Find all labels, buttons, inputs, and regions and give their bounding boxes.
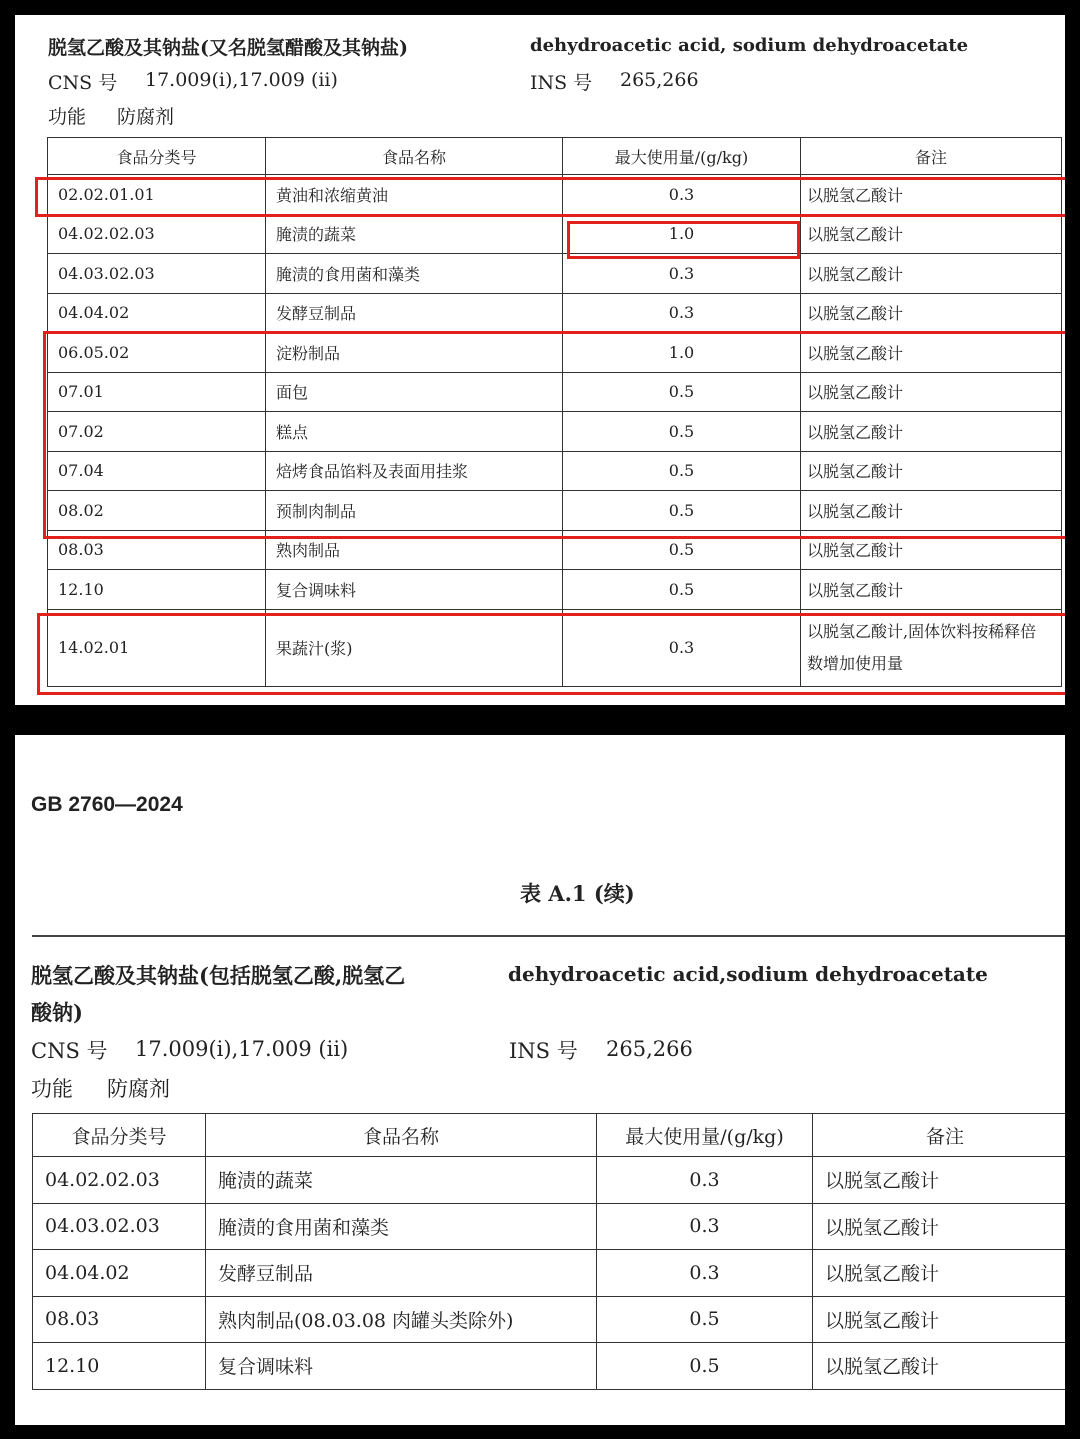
header-category-code: 食品分类号 bbox=[33, 1114, 206, 1157]
category-code: 06.05.02 bbox=[48, 333, 266, 373]
category-code: 07.04 bbox=[48, 451, 266, 491]
remarks: 以脱氢乙酸计 bbox=[801, 451, 1062, 491]
max-usage: 0.3 bbox=[597, 1203, 813, 1250]
remarks: 以脱氢乙酸计 bbox=[801, 214, 1062, 254]
table-row bbox=[33, 1250, 1066, 1297]
max-usage: 1.0 bbox=[563, 333, 801, 373]
food-name: 面包 bbox=[266, 372, 563, 412]
max-usage: 0.3 bbox=[563, 293, 801, 333]
header-food-name: 食品名称 bbox=[266, 138, 563, 175]
table-header-row bbox=[48, 138, 1062, 175]
remarks: 以脱氢乙酸计 bbox=[813, 1250, 1066, 1297]
category-code: 04.03.02.03 bbox=[48, 254, 266, 294]
max-usage: 0.5 bbox=[563, 412, 801, 452]
header-remarks: 备注 bbox=[801, 138, 1062, 175]
max-usage: 1.0 bbox=[563, 214, 801, 254]
table-row bbox=[33, 1296, 1066, 1343]
max-usage: 0.5 bbox=[563, 372, 801, 412]
category-code: 02.02.01.01 bbox=[48, 175, 266, 215]
remarks: 以脱氢乙酸计 bbox=[813, 1296, 1066, 1343]
table-row bbox=[33, 1343, 1066, 1390]
food-name: 淀粉制品 bbox=[266, 333, 563, 373]
remarks: 以脱氢乙酸计 bbox=[801, 570, 1062, 610]
food-name: 复合调味料 bbox=[266, 570, 563, 610]
category-code: 04.04.02 bbox=[48, 293, 266, 333]
food-name: 腌渍的食用菌和藻类 bbox=[206, 1203, 597, 1250]
table-row bbox=[48, 214, 1062, 254]
food-name: 复合调味料 bbox=[206, 1343, 597, 1390]
function-value: 防腐剂 bbox=[117, 106, 175, 128]
ins-label: INS 号 bbox=[530, 72, 593, 94]
remarks: 以脱氢乙酸计 bbox=[801, 175, 1062, 215]
header-max-usage: 最大使用量/(g/kg) bbox=[563, 138, 801, 175]
old-standard-excerpt bbox=[15, 15, 1065, 705]
max-usage: 0.5 bbox=[597, 1343, 813, 1390]
remarks: 以脱氢乙酸计 bbox=[801, 491, 1062, 531]
category-code: 08.03 bbox=[33, 1296, 206, 1343]
max-usage: 0.3 bbox=[563, 609, 801, 686]
ins-label: INS 号 bbox=[509, 1039, 578, 1063]
food-name: 预制肉制品 bbox=[266, 491, 563, 531]
category-code: 04.02.02.03 bbox=[33, 1157, 206, 1204]
category-code: 14.02.01 bbox=[48, 609, 266, 686]
food-name: 熟肉制品 bbox=[266, 530, 563, 570]
table-header-row bbox=[33, 1114, 1066, 1157]
additive-title-en: dehydroacetic acid, sodium dehydroacetate bbox=[530, 35, 969, 56]
remarks: 以脱氢乙酸计 bbox=[813, 1343, 1066, 1390]
additive-title-cn-line1: 脱氢乙酸及其钠盐(包括脱氢乙酸,脱氢乙 bbox=[31, 963, 406, 988]
food-name: 腌渍的食用菌和藻类 bbox=[266, 254, 563, 294]
max-usage: 0.3 bbox=[563, 175, 801, 215]
max-usage: 0.5 bbox=[597, 1296, 813, 1343]
table-row bbox=[48, 293, 1062, 333]
category-code: 12.10 bbox=[48, 570, 266, 610]
header-max-usage: 最大使用量/(g/kg) bbox=[597, 1114, 813, 1157]
highlight-box-pickled-veg-value bbox=[567, 221, 800, 259]
additive-title-en: dehydroacetic acid,sodium dehydroacetate bbox=[508, 962, 988, 986]
max-usage: 0.3 bbox=[597, 1250, 813, 1297]
header-category-code: 食品分类号 bbox=[48, 138, 266, 175]
max-usage: 0.5 bbox=[563, 530, 801, 570]
cns-value: 17.009(i),17.009 (ii) bbox=[145, 69, 338, 91]
category-code: 07.02 bbox=[48, 412, 266, 452]
remarks: 以脱氢乙酸计 bbox=[801, 530, 1062, 570]
table-row bbox=[33, 1157, 1066, 1204]
table-row bbox=[48, 570, 1062, 610]
category-code: 08.02 bbox=[48, 491, 266, 531]
highlight-box-starch-to-meat-rows bbox=[43, 331, 1065, 539]
cns-value: 17.009(i),17.009 (ii) bbox=[135, 1037, 349, 1061]
caption-divider bbox=[32, 935, 1065, 937]
max-usage: 0.3 bbox=[597, 1157, 813, 1204]
category-code: 04.02.02.03 bbox=[48, 214, 266, 254]
additive-title-cn: 脱氢乙酸及其钠盐(又名脱氢醋酸及其钠盐) bbox=[48, 37, 408, 59]
category-code: 12.10 bbox=[33, 1343, 206, 1390]
remarks: 以脱氢乙酸计 bbox=[813, 1157, 1066, 1204]
food-name: 腌渍的蔬菜 bbox=[206, 1157, 597, 1204]
remarks: 以脱氢乙酸计,固体饮料按稀释倍数增加使用量 bbox=[801, 609, 1062, 686]
additive-usage-table-new bbox=[32, 1113, 1065, 1390]
remarks: 以脱氢乙酸计 bbox=[801, 372, 1062, 412]
food-name: 果蔬汁(浆) bbox=[266, 609, 563, 686]
header-remarks: 备注 bbox=[813, 1114, 1066, 1157]
max-usage: 0.5 bbox=[563, 570, 801, 610]
standard-number: GB 2760—2024 bbox=[31, 793, 183, 816]
remarks: 以脱氢乙酸计 bbox=[801, 254, 1062, 294]
max-usage: 0.3 bbox=[563, 254, 801, 294]
category-code: 08.03 bbox=[48, 530, 266, 570]
table-caption: 表 A.1 (续) bbox=[520, 881, 635, 906]
function-label: 功能 bbox=[31, 1077, 73, 1101]
food-name: 焙烤食品馅料及表面用挂浆 bbox=[266, 451, 563, 491]
remarks: 以脱氢乙酸计 bbox=[801, 412, 1062, 452]
highlight-box-butter-row bbox=[35, 177, 1065, 217]
food-name: 发酵豆制品 bbox=[206, 1250, 597, 1297]
max-usage: 0.5 bbox=[563, 451, 801, 491]
remarks: 以脱氢乙酸计 bbox=[801, 293, 1062, 333]
table-row bbox=[33, 1203, 1066, 1250]
highlight-box-juice-row bbox=[37, 613, 1065, 695]
food-name: 糕点 bbox=[266, 412, 563, 452]
function-label: 功能 bbox=[48, 106, 87, 128]
header-food-name: 食品名称 bbox=[206, 1114, 597, 1157]
function-value: 防腐剂 bbox=[107, 1077, 170, 1101]
food-name: 发酵豆制品 bbox=[266, 293, 563, 333]
cns-label: CNS 号 bbox=[48, 72, 118, 94]
remarks: 以脱氢乙酸计 bbox=[813, 1203, 1066, 1250]
category-code: 04.03.02.03 bbox=[33, 1203, 206, 1250]
category-code: 04.04.02 bbox=[33, 1250, 206, 1297]
category-code: 07.01 bbox=[48, 372, 266, 412]
ins-value: 265,266 bbox=[606, 1037, 693, 1061]
additive-title-cn-line2: 酸钠) bbox=[31, 1000, 83, 1025]
food-name: 熟肉制品(08.03.08 肉罐头类除外) bbox=[206, 1296, 597, 1343]
food-name: 黄油和浓缩黄油 bbox=[266, 175, 563, 215]
remarks: 以脱氢乙酸计 bbox=[801, 333, 1062, 373]
new-standard-excerpt bbox=[15, 735, 1065, 1425]
table-row bbox=[48, 254, 1062, 294]
food-name: 腌渍的蔬菜 bbox=[266, 214, 563, 254]
ins-value: 265,266 bbox=[620, 69, 699, 91]
cns-label: CNS 号 bbox=[31, 1039, 108, 1063]
max-usage: 0.5 bbox=[563, 491, 801, 531]
